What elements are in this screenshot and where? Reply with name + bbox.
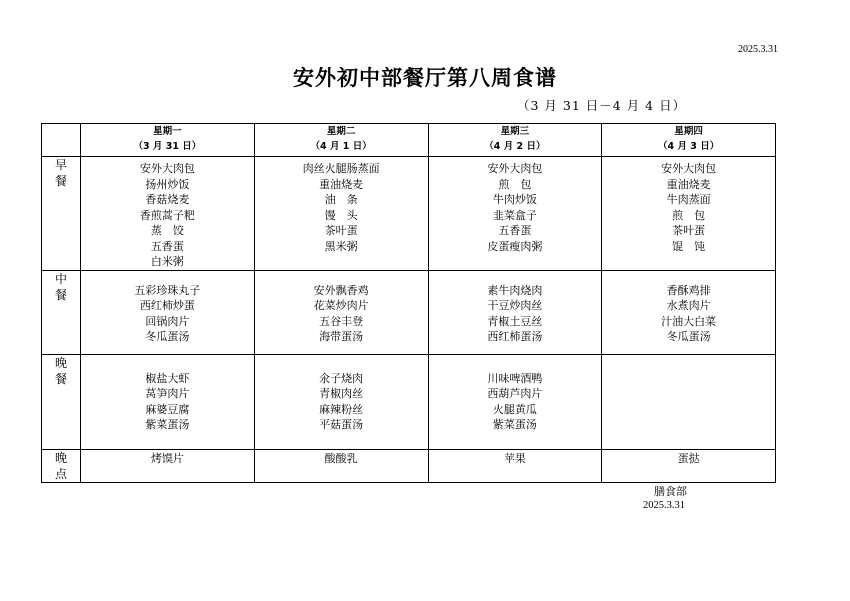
dish-item: 五彩珍珠丸子 bbox=[134, 283, 201, 297]
dish-item: 麻婆豆腐 bbox=[145, 402, 190, 416]
dish-item: 重油烧麦 bbox=[666, 177, 711, 191]
dish-cell bbox=[81, 157, 255, 271]
dish-cell bbox=[602, 270, 776, 354]
snack-cell: 苹果 bbox=[428, 449, 602, 482]
lunch-row bbox=[42, 270, 776, 354]
dish-item: 西红柿蛋汤 bbox=[487, 330, 543, 343]
dish-item: 西红柿炒蛋 bbox=[139, 299, 195, 312]
dinner-row bbox=[42, 354, 776, 449]
day-date-label: （3 月 31 日） bbox=[133, 141, 202, 152]
dish-cell bbox=[81, 270, 255, 354]
day-date-label: （4 月 1 日） bbox=[310, 141, 372, 152]
dish-cell bbox=[602, 157, 776, 271]
dish-item: 西葫芦肉片 bbox=[487, 387, 543, 400]
dish-item: 黑米粥 bbox=[324, 239, 358, 253]
dish-item: 青椒土豆丝 bbox=[487, 314, 543, 328]
dish-item: 麻辣粉丝 bbox=[319, 402, 364, 416]
signature-department: 膳食部 bbox=[654, 485, 687, 498]
menu-table bbox=[41, 123, 776, 483]
dish-item: 茶叶蛋 bbox=[324, 224, 358, 237]
dish-item: 安外大肉包 bbox=[487, 162, 543, 175]
meal-label-char: 餐 bbox=[54, 287, 67, 302]
meal-label-snack bbox=[42, 449, 81, 482]
dish-item: 平菇蛋汤 bbox=[319, 418, 364, 431]
meal-label-char: 早 bbox=[54, 158, 67, 172]
dish-item: 回锅肉片 bbox=[145, 314, 190, 328]
dish-item: 安外飘香鸡 bbox=[313, 283, 369, 297]
dish-item: 牛肉蒸面 bbox=[666, 193, 711, 206]
weekday-label: 星期三 bbox=[500, 126, 530, 137]
dish-item: 香煎蒿子粑 bbox=[139, 208, 195, 222]
dish-cell bbox=[81, 354, 255, 449]
dish-item: 煎 包 bbox=[498, 177, 532, 191]
weekday-label: 星期二 bbox=[326, 126, 356, 137]
dish-item: 干豆炒肉丝 bbox=[487, 299, 543, 312]
day-date-label: （4 月 3 日） bbox=[658, 141, 720, 152]
dish-item: 韭菜盒子 bbox=[492, 208, 537, 222]
snack-cell: 烤馍片 bbox=[81, 449, 255, 482]
breakfast-row bbox=[42, 157, 776, 271]
snack-cell: 蛋挞 bbox=[602, 449, 776, 482]
corner-cell bbox=[42, 124, 81, 157]
dish-cell bbox=[428, 354, 602, 449]
dish-cell bbox=[254, 354, 428, 449]
dish-item: 水煮肉片 bbox=[666, 299, 711, 312]
dish-item: 皮蛋瘦肉粥 bbox=[487, 239, 543, 253]
dish-item: 蒸 饺 bbox=[150, 224, 184, 237]
meal-label-dinner bbox=[42, 354, 81, 449]
dish-item: 茶叶蛋 bbox=[672, 224, 706, 237]
dish-item: 素牛肉烧肉 bbox=[487, 283, 543, 297]
day-header bbox=[81, 124, 255, 157]
dish-item: 馒 头 bbox=[324, 208, 358, 222]
dish-item: 油 条 bbox=[324, 193, 358, 206]
page-title: 安外初中部餐厅第八周食谱 bbox=[293, 66, 557, 90]
dish-item: 牛肉炒饭 bbox=[492, 193, 537, 206]
day-date-label: （4 月 2 日） bbox=[484, 141, 546, 152]
dish-item: 汁油大白菜 bbox=[661, 314, 717, 328]
dish-cell bbox=[254, 270, 428, 354]
weekday-label: 星期四 bbox=[674, 126, 703, 137]
meal-label-char: 中 bbox=[54, 271, 67, 286]
signature-date: 2025.3.31 bbox=[643, 500, 685, 511]
meal-label-lunch bbox=[42, 270, 81, 354]
dish-item: 冬瓜蛋汤 bbox=[666, 330, 711, 343]
dish-item: 重油烧麦 bbox=[319, 177, 364, 191]
dish-cell bbox=[428, 157, 602, 271]
dish-item: 川味啤酒鸭 bbox=[487, 371, 543, 385]
dish-item: 安外大肉包 bbox=[139, 162, 195, 175]
document-date: 2025.3.31 bbox=[738, 44, 778, 55]
dish-item: 五香蛋 bbox=[150, 239, 184, 253]
dish-cell bbox=[602, 354, 776, 449]
dish-item: 五香蛋 bbox=[498, 224, 532, 237]
meal-label-char: 晚 bbox=[54, 450, 67, 465]
dish-item: 花菜炒肉片 bbox=[313, 299, 369, 312]
dish-item: 煎 包 bbox=[672, 208, 706, 222]
meal-label-char: 餐 bbox=[54, 371, 67, 386]
dish-cell bbox=[254, 157, 428, 271]
dish-item: 冬瓜蛋汤 bbox=[145, 330, 190, 343]
dish-item: 扬州炒饭 bbox=[145, 177, 190, 191]
day-header bbox=[602, 124, 776, 157]
dish-item: 紫菜蛋汤 bbox=[145, 418, 190, 431]
dish-cell bbox=[428, 270, 602, 354]
weekday-label: 星期一 bbox=[153, 126, 182, 137]
dish-item: 安外大肉包 bbox=[661, 162, 717, 175]
meal-label-char: 点 bbox=[54, 466, 67, 481]
dish-item: 馄 饨 bbox=[672, 239, 706, 253]
snack-row bbox=[42, 449, 776, 482]
dish-item: 肉丝火腿肠蒸面 bbox=[302, 162, 380, 175]
dish-item: 莴笋肉片 bbox=[145, 387, 190, 400]
day-header bbox=[428, 124, 602, 157]
day-header bbox=[254, 124, 428, 157]
dish-item: 香菇烧麦 bbox=[145, 193, 190, 206]
dish-item: 氽子烧肉 bbox=[319, 371, 364, 385]
meal-label-char: 晚 bbox=[54, 355, 67, 370]
dish-item: 香酥鸡排 bbox=[666, 283, 711, 297]
snack-cell: 酸酸乳 bbox=[254, 449, 428, 482]
dish-item: 白米粥 bbox=[150, 255, 184, 268]
dish-item: 海带蛋汤 bbox=[319, 330, 364, 343]
meal-label-breakfast bbox=[42, 157, 81, 271]
dish-item: 紫菜蛋汤 bbox=[492, 418, 537, 431]
dish-item: 青椒肉丝 bbox=[319, 387, 364, 400]
dish-item: 火腿黄瓜 bbox=[492, 402, 537, 416]
dish-item: 椒盐大虾 bbox=[145, 371, 190, 385]
date-range-subtitle: （3 月 31 日－4 月 4 日） bbox=[517, 98, 687, 113]
dish-item: 五谷丰登 bbox=[319, 314, 364, 328]
header-row bbox=[42, 124, 776, 157]
meal-label-char: 餐 bbox=[54, 174, 67, 188]
